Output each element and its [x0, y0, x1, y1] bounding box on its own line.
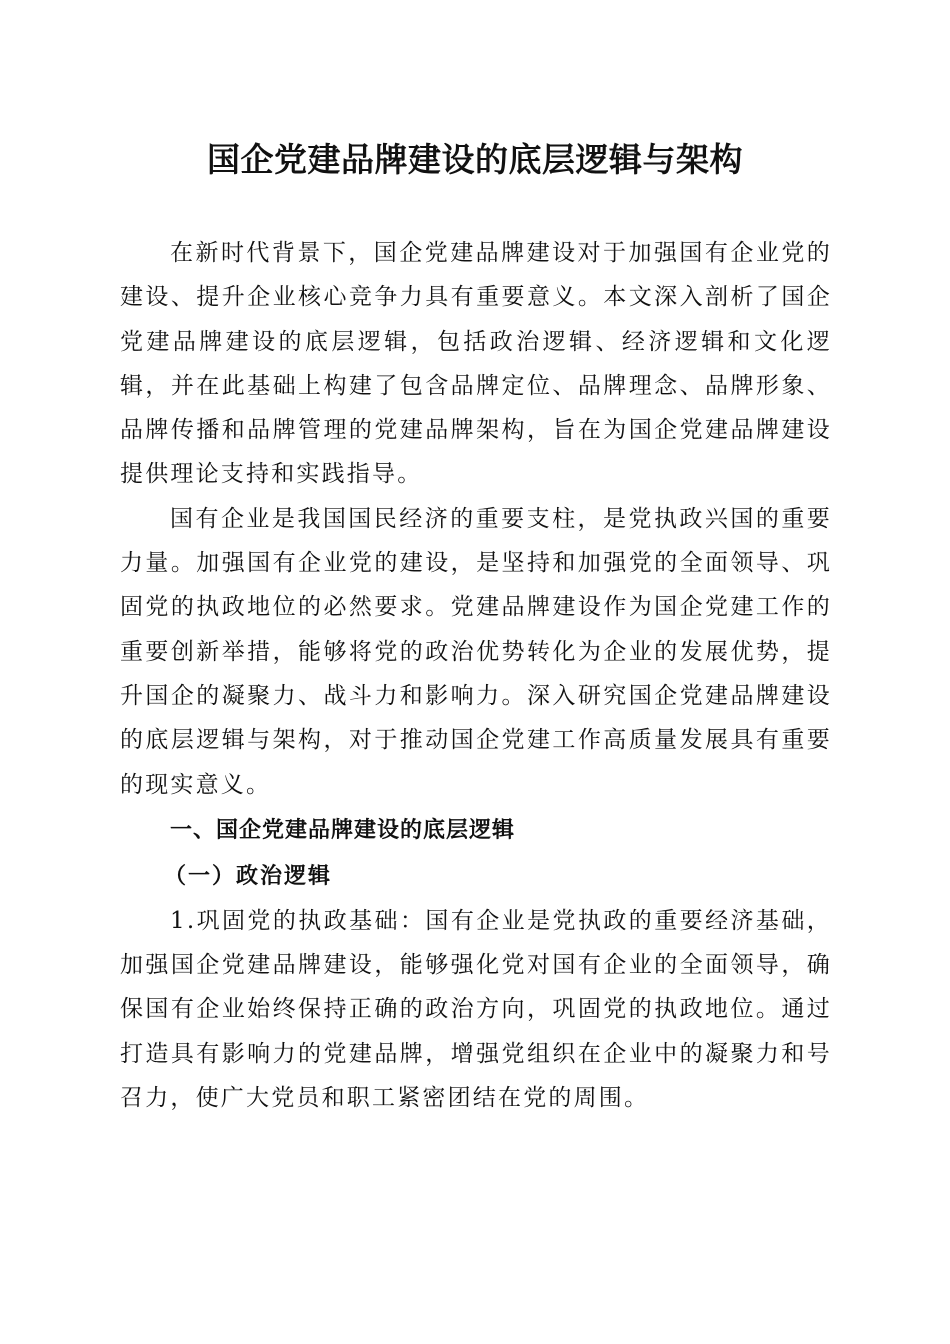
document-body: [120, 231, 832, 1120]
section-heading: 一、国企党建品牌建设的底层逻辑: [170, 817, 516, 843]
subsection-heading: （一）政治逻辑: [164, 862, 333, 889]
document-title: 国企党建品牌建设的底层逻辑与架构: [207, 140, 743, 179]
point-paragraph: 1.巩固党的执政基础：国有企业是党执政的重要经济基础，加强国企党建品牌建设，能够强化党对国有企业的全面领导，确保国有企业始终保持正确的政治方向，巩固党的执政地位。通过打造具有影响力的党建品牌，增强党组织在企业中的凝聚力和号召力，使广大党员和职工紧密团结在党的周围。: [120, 907, 832, 1112]
intro-paragraph: 国有企业是我国国民经济的重要支柱，是党执政兴国的重要力量。加强国有企业党的建设，是坚持和加强党的全面领导、巩固党的执政地位的必然要求。党建品牌建设作为国企党建工作的重要创新举措，能够将党的政治优势转化为企业的发展优势，提升国企的凝聚力、战斗力和影响力。深入研究国企党建品牌建设的底层逻辑与架构，对于推动国企党建工作高质量发展具有重要的现实意义。: [120, 505, 832, 798]
abstract-paragraph: 在新时代背景下，国企党建品牌建设对于加强国有企业党的建设、提升企业核心竞争力具有重要意义。本文深入剖析了国企党建品牌建设的底层逻辑，包括政治逻辑、经济逻辑和文化逻辑，并在此基础上构建了包含品牌定位、品牌理念、品牌形象、品牌传播和品牌管理的党建品牌架构，旨在为国企党建品牌建设提供理论支持和实践指导。: [120, 240, 832, 488]
